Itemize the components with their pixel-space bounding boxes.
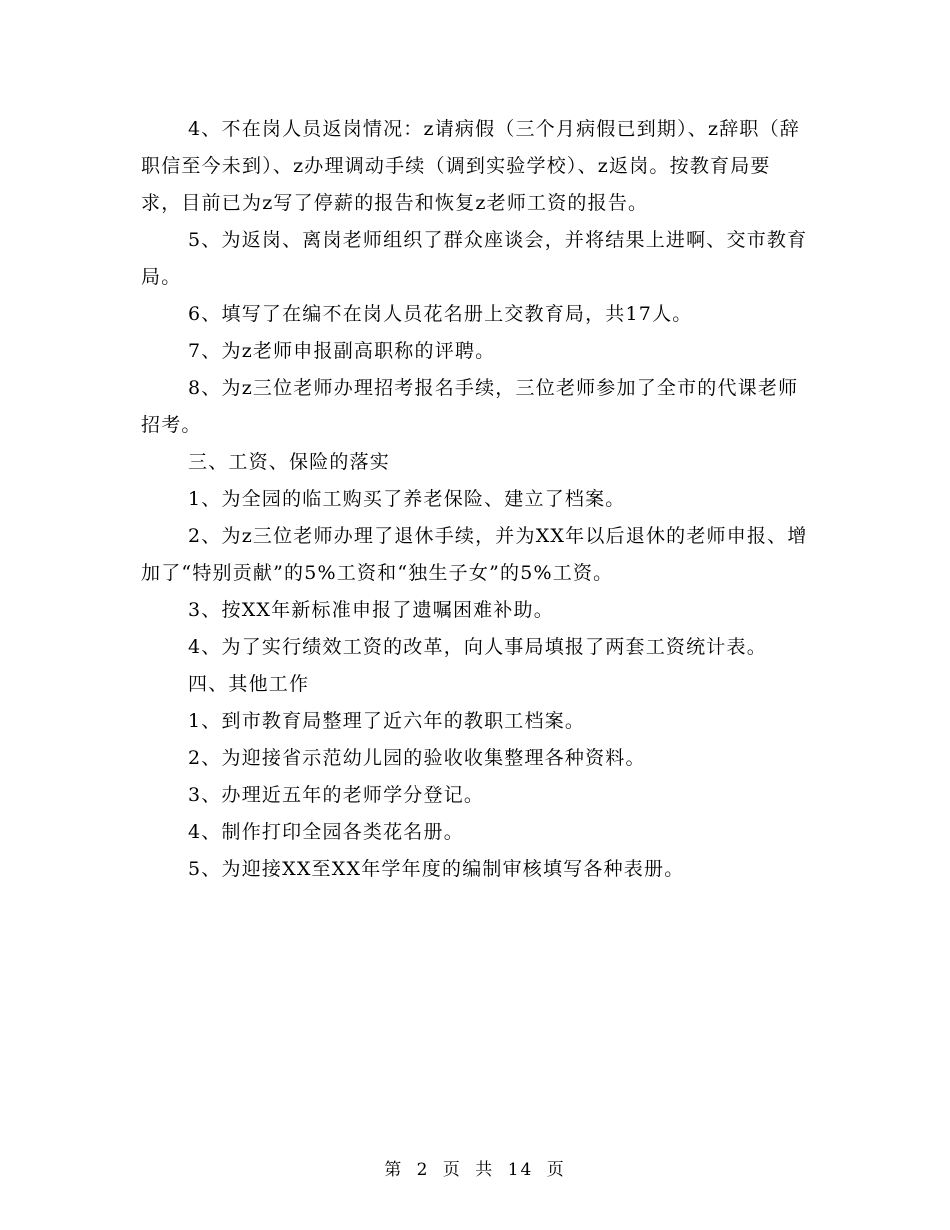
paragraph-print-roster: 4、制作打印全园各类花名册。 [188, 821, 464, 843]
paragraph-roster: 6、填写了在编不在岗人员花名册上交教育局，共17人。 [188, 303, 693, 325]
paragraph-salary-reform: 4、为了实行绩效工资的改革，向人事局填报了两套工资统计表。 [188, 636, 767, 658]
paragraph-returning-staff: 4、不在岗人员返岗情况：z请病假（三个月病假已到期）、z辞职（辞职信至今未到）、z办理调动手续（调到实验学校）、z返岗。按教育局要求，目前已为z写了停薪的报告和恢复z老师工资的报告。 [141, 118, 801, 214]
document-body [141, 111, 811, 888]
paragraph-symposium: 5、为返岗、离岗老师组织了群众座谈会，并将结果上进啊、交市教育局。 [141, 229, 808, 288]
paragraph-credit-registration: 3、办理近五年的老师学分登记。 [188, 784, 485, 806]
paragraph-title-review: 7、为z老师申报副高职称的评聘。 [188, 340, 496, 362]
paragraph-staff-archives: 1、到市教育局整理了近六年的教职工档案。 [188, 710, 586, 732]
paragraph-staffing-forms: 5、为迎接XX至XX年学年度的编制审核填写各种表册。 [188, 858, 685, 880]
paragraph-inspection-materials: 2、为迎接省示范幼儿园的验收收集整理各种资料。 [188, 747, 646, 769]
section-heading-salary-insurance: 三、工资、保险的落实 [188, 451, 391, 473]
paragraph-hardship-subsidy: 3、按XX年新标准申报了遗嘱困难补助。 [188, 599, 554, 621]
paragraph-pension-insurance: 1、为全园的临工购买了养老保险、建立了档案。 [188, 488, 626, 510]
paragraph-retirement: 2、为z三位老师办理了退休手续，并为XX年以后退休的老师申报、增加了“特别贡献”的5%工资和“独生子女”的5%工资。 [141, 525, 808, 584]
section-heading-other-work: 四、其他工作 [188, 673, 310, 695]
paragraph-exam-registration: 8、为z三位老师办理招考报名手续，三位老师参加了全市的代课老师招考。 [141, 377, 799, 436]
page-number-footer: 第 2 页 共 14 页 [384, 1160, 566, 1180]
